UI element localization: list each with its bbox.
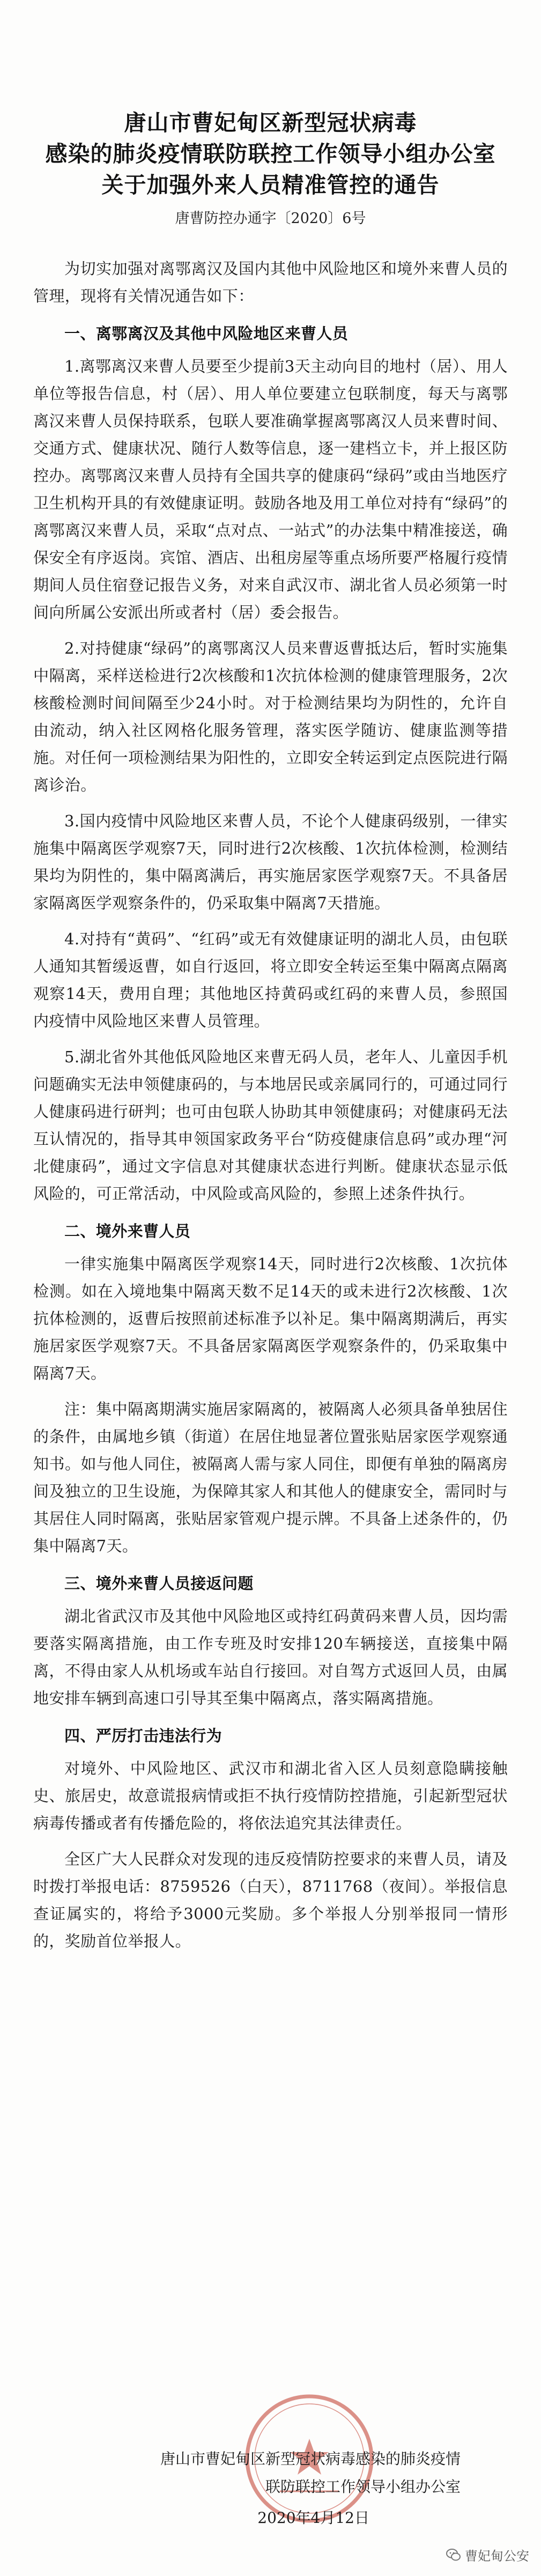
section-1-heading: 一、离鄂离汉及其他中风险地区来曹人员 <box>64 324 349 343</box>
title-line-1: 唐山市曹妃甸区新型冠状病毒 <box>124 110 417 136</box>
section-3-paragraph-1: 湖北省武汉市及其他中风险地区或持红码黄码来曹人员，因均需要落实隔离措施，由工作专班及时安排120车辆接送，直接集中隔离，不得由家人从机场或车站自行接回。对自驾方式返回人员，由属地安排车辆到高速口引导其至集中隔离点，落实隔离措施。 <box>33 1607 508 1707</box>
issuing-organization <box>75 2445 461 2501</box>
issuing-organization-line-2: 联防联控工作领导小组办公室 <box>265 2478 461 2496</box>
section-1-paragraph-4: 4.对持有“黄码”、“红码”或无有效健康证明的湖北人员，由包联人通知其暂缓返曹，如自行返回，将立即安全转运至集中隔离点隔离观察14天，费用自理；其他地区持黄码或红码的来曹人员，参照国内疫情中风险地区来曹人员管理。 <box>33 930 508 1030</box>
section-4-paragraph-1: 对境外、中风险地区、武汉市和湖北省入区人员刻意隐瞒接触史、旅居史，故意谎报病情或拒不执行疫情防控措施，引起新型冠状病毒传播或者有传播危险的，将依法追究其法律责任。 <box>33 1759 508 1832</box>
document-number: 唐曹防控办通字〔2020〕6号 <box>175 210 366 227</box>
wechat-icon <box>446 2547 462 2563</box>
issuing-organization-line-1: 唐山市曹妃甸区新型冠状病毒感染的肺炎疫情 <box>160 2450 461 2468</box>
section-2-paragraph-1: 一律实施集中隔离医学观察14天，同时进行2次核酸、1次抗体检测。如在入境地集中隔离天数不足14天的或未进行2次核酸、1次抗体检测的，返曹后按照前述标准予以补足。集中隔离期满后，再实施居家医学观察7天。不具备居家隔离医学观察条件的，仍采取集中隔离7天。 <box>33 1255 508 1382</box>
notice-body <box>33 255 508 1955</box>
section-1-paragraph-1: 1.离鄂离汉来曹人员要至少提前3天主动向目的地村（居）、用人单位等报告信息，村（居）、用人单位要建立包联制度，每天与离鄂离汉来曹人员保持联系，包联人要准确掌握离鄂离汉人员来曹时间、交通方式、健康状况、随行人数等信息，逐一建档立卡，并上报区防控办。离鄂离汉来曹人员持有全国共享的健康码“绿码”或由当地医疗卫生机构开具的有效健康证明。鼓励各地及用工单位对持有“绿码”的离鄂离汉来曹人员，采取“点对点、一站式”的办法集中精准接送，确保安全有序返岗。宾馆、酒店、出租房屋等重点场所要严格履行疫情期间人员住宿登记报告义务，对来自武汉市、湖北省人员必须第一时间向所属公安派出所或者村（居）委会报告。 <box>33 357 508 621</box>
section-4-heading: 四、严厉打击违法行为 <box>64 1727 223 1745</box>
title-line-2: 感染的肺炎疫情联防联控工作领导小组办公室 <box>45 141 496 167</box>
section-1-paragraph-3: 3.国内疫情中风险地区来曹人员，不论个人健康码级别，一律实施集中隔离医学观察7天，同时进行2次核酸、1次抗体检测，检测结果均为阴性的，集中隔离满后，再实施居家医学观察7天。不具备居家隔离医学观察条件的，仍采取集中隔离7天措施。 <box>33 812 508 912</box>
title-block <box>33 107 508 231</box>
section-1-paragraph-5: 5.湖北省外其他低风险地区来曹无码人员，老年人、儿童因手机问题确实无法申领健康码的，与本地居民或亲属同行的，可通过同行人健康码进行研判；也可由包联人协助其申领健康码；对健康码无法互认情况的，指导其申领国家政务平台“防疫健康信息码”或办理“河北健康码”，通过文字信息对其健康状态进行判断。健康状态显示低风险的，可正常活动，中风险或高风险的，参照上述条件执行。 <box>33 1048 508 1203</box>
signature-block <box>0 2392 541 2552</box>
section-3-heading: 三、境外来曹人员接返问题 <box>64 1574 254 1593</box>
section-4-paragraph-2: 全区广大人民群众对发现的违反疫情防控要求的来曹人员，请及时拨打举报电话：8759526（白天），8711768（夜间）。举报信息查证属实的，将给予3000元奖励。多个举报人分别举报同一情形的，奖励首位举报人。 <box>33 1850 508 1950</box>
issue-date: 2020年4月12日 <box>257 2509 369 2527</box>
watermark-text: 曹妃甸公安 <box>465 2549 529 2564</box>
section-1-paragraph-2: 2.对持健康“绿码”的离鄂离汉人员来曹返曹抵达后，暂时实施集中隔离，采样送检进行2次核酸和1次抗体检测的健康管理服务，2次核酸检测时间间隔至少24小时。对于检测结果均为阴性的，允许自由流动，纳入社区网格化服务管理，落实医学随访、健康监测等措施。对任何一项检测结果为阳性的，立即安全转运到定点医院进行隔离诊治。 <box>33 639 508 794</box>
account-watermark <box>446 2545 529 2564</box>
section-2-heading: 二、境外来曹人员 <box>64 1222 191 1240</box>
title-line-3: 关于加强外来人员精准管控的通告 <box>101 172 440 198</box>
intro-paragraph: 为切实加强对离鄂离汉及国内其他中风险地区和境外来曹人员的管理，现将有关情况通告如下： <box>33 260 508 305</box>
section-2-note: 注：集中隔离期满实施居家隔离的，被隔离人必须具备单独居住的条件，由属地乡镇（街道）在居住地显著位置张贴居家医学观察通知书。如与他人同住，被隔离人需与家人同住，即便有单独的隔离房间及独立的卫生设施，为保障其家人和其他人的健康安全，需同时与其居住人同时隔离，张贴居家管观户提示牌。不具备上述条件的，仍集中隔离7天。 <box>33 1400 508 1555</box>
